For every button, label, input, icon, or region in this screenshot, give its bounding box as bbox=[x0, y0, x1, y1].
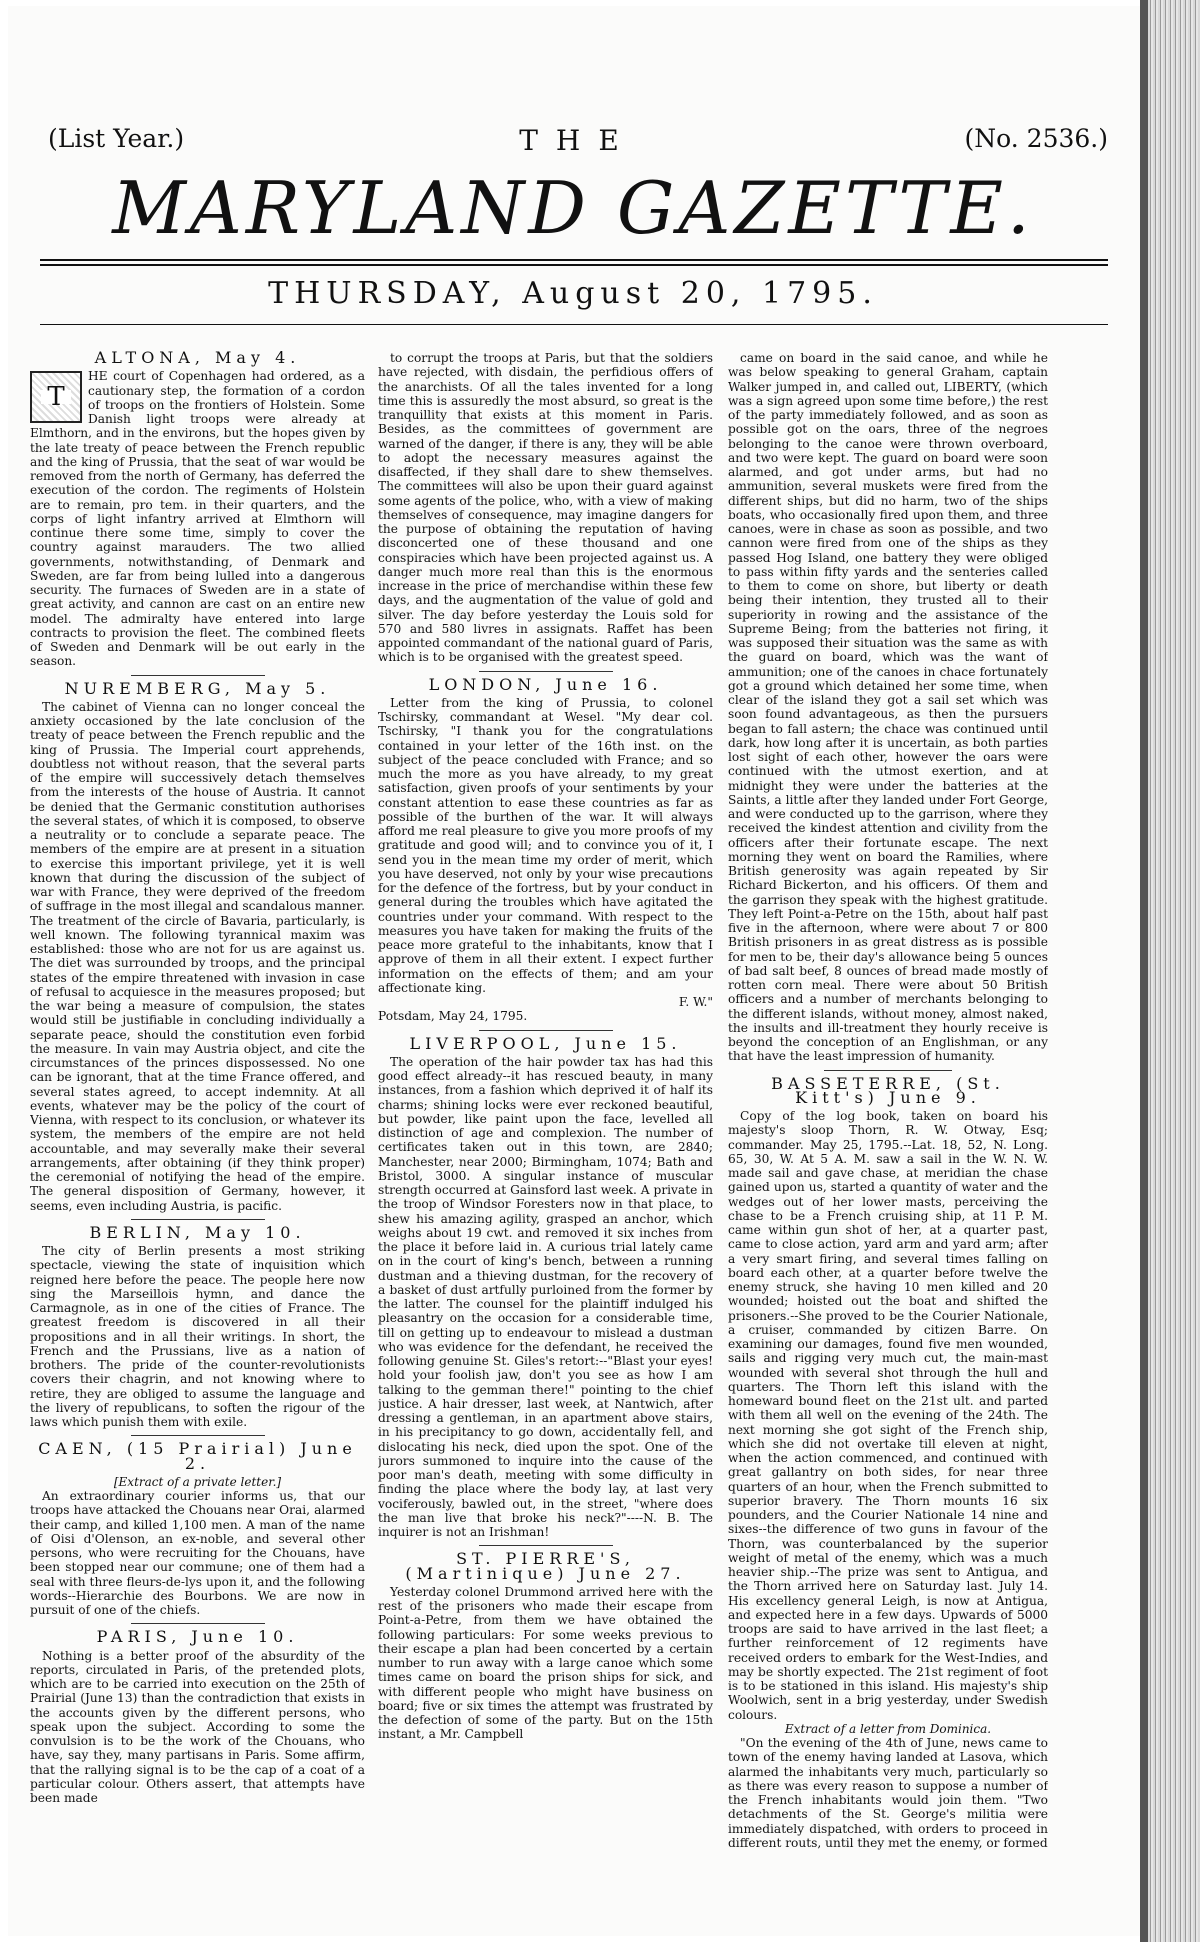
article-headline: ALTONA, May 4. bbox=[94, 351, 301, 367]
article-separator bbox=[479, 671, 613, 672]
article-text: Copy of the log book, taken on board his majesty's sloop Thorn, R. W. Otway, Esq; commander. May 25, 1795.--Lat. 18, 52, N. Long. 65, 30, W. At 5 A. M. saw a sail in the W. N. W. made sail and gave chase, at meridian the chase gained upon us, started a quantity of water and the wedges out of her lower masts, perceiving the chase to be a French cruising ship, at 11 P. M. came within gun shot of her, at a quarter past, came to close action, yard arm and yard arm; after a very smart firing, and several times falling on board each other, at a quarter before twelve the enemy struck, she having 10 men killed and 20 wounded; hoisted out the boat and shifted the prisoners.--She proved to be the Courier Nationale, a cruiser, commanded by citizen Barre. On examining our damages, found five men wounded, sails and rigging very much cut, the main-mast wounded with several shot through the hull and quarters. The Thorn left this island with the homeward bound fleet on the 21st ult. and parted with them all well on the evening of the 24th. The next morning she got sight of the French ship, which she did not overtake till eleven at night, when the action commenced, and continued with great gallantry on both sides, for near three quarters of an hour, when the French submitted to superior bravery. The Thorn mounts 16 six pounders, and the Courier Nationale 14 nine and sixes--the difference of two guns in favour of the Thorn, was counterbalanced by the superior weight of metal of the enemy, which was a much heavier ship.--The prize was sent to Antigua, and the Thorn arrived here on Saturday last. July 14. His excellency general Leigh, is now at Antigua, and expected here in a few days. Upwards of 5000 troops are said to have arrived in the last fleet; a further reinforcement of 12 regiments have received orders to embark for the West-Indies, and may be shortly expected. The 21st regiment of foot is to be stationed in this island. His majesty's ship Woolwich, sent in a brig yesterday, under Swedish colours. bbox=[728, 1109, 1048, 1722]
article-body bbox=[30, 1649, 365, 1806]
article-body bbox=[728, 351, 1048, 1064]
article bbox=[378, 1030, 713, 1540]
article-text: An extraordinary courier informs us, that our troops have attacked the Chouans near Orai, alarmed their camp, and killed 1,100 men. A man of the name of Oisi d'Olenson, an ex-noble, and several other persons, who were recruiting for the Chouans, have been stopped near our commune; one of them had a seal with three fleurs-de-lys upon it, and the following words--Hierarchie des Bourbons. We are now in pursuit of one of the chiefs. bbox=[30, 1489, 365, 1617]
article bbox=[728, 351, 1048, 1064]
article-separator bbox=[131, 675, 265, 676]
article-separator bbox=[824, 1070, 952, 1071]
article-body bbox=[378, 1585, 713, 1742]
article bbox=[30, 1435, 365, 1617]
article bbox=[30, 1219, 365, 1430]
article-body bbox=[30, 700, 365, 1213]
letter-place-date: Potsdam, May 24, 1795. bbox=[378, 1009, 528, 1024]
article-headline: BASSETERRE, (St. Kitt's) June 9. bbox=[771, 1073, 1005, 1107]
article bbox=[30, 675, 365, 1213]
article-body bbox=[378, 696, 713, 995]
column-3 bbox=[728, 351, 1048, 1926]
article-text: The city of Berlin presents a most striking spectacle, viewing the state of inquisition which reigned here before the peace. The people here now sing the Marseillois hymn, and dance the Carmagnole, as in one of the cities of France. The greatest freedom is discovered in all their propositions and in all their writings. In short, the French and the Prussians, live as a nation of brothers. The pride of the counter-revolutionists covers their chagrin, and not knowing where to retire, they are obliged to assume the language and the livery of republicans, to soften the rigour of the laws which punish them with exile. bbox=[30, 1244, 365, 1429]
newspaper-title: MARYLAND GAZETTE. bbox=[112, 166, 1034, 250]
decorative-drop-cap bbox=[30, 371, 82, 423]
article-separator bbox=[131, 1435, 265, 1436]
article-separator bbox=[131, 1219, 265, 1220]
title-rule-top bbox=[40, 259, 1108, 261]
article-body bbox=[728, 1736, 1048, 1850]
article bbox=[728, 1722, 1048, 1850]
masthead-top-line bbox=[48, 124, 1108, 164]
article-body bbox=[378, 351, 713, 665]
article-separator bbox=[131, 1623, 265, 1624]
article bbox=[378, 351, 713, 665]
article-headline: LIVERPOOL, June 15. bbox=[409, 1033, 682, 1053]
article-text: Letter from the king of Prussia, to colonel Tschirsky, commandant at Wesel. "My dear col. Tschirsky, "I thank you for the congratulations contained in your letter of the 16th inst. on the subject of the peace concluded with France; and so much the more as you have already, to my great satisfaction, given proofs of your sentiments by your constant attention to ease these countries as far as possible of the burthen of the war. It will always afford me real pleasure to give you more proofs of my gratitude and good will; and to convince you of it, I send you in the mean time my order of merit, which you have deserved, not only by your wise precautions for the defence of the fortress, but by your conduct in general during the troubles which have agitated the countries under your command. With respect to the measures you have taken for making the fruits of the peace more grateful to the inhabitants, know that I approve of them in all their extent. I expect further information on the effects of them; and am your affectionate king. bbox=[378, 695, 713, 995]
volume-label: (List Year.) bbox=[48, 124, 185, 153]
article bbox=[378, 671, 713, 1024]
article-text: Nothing is a better proof of the absurdity of the reports, circulated in Paris, of the pretended plots, which are to be carried into execution on the 25th of Prairial (June 13) than the contradiction that exists in the accounts given by the different persons, who speak upon the subject. According to some the convulsion is to be the work of the Chouans, who have, say they, many partisans in Paris. Some affirm, that the rallying signal is to be the cap of a coat of a particular colour. Others assert, that attempts have been made bbox=[30, 1648, 365, 1805]
article-body bbox=[728, 1109, 1048, 1722]
article-body bbox=[30, 1489, 365, 1617]
article-headline: CAEN, (15 Prairial) June 2. bbox=[38, 1439, 357, 1473]
title-rule-bottom bbox=[40, 264, 1108, 266]
issue-number: (No. 2536.) bbox=[964, 124, 1108, 153]
article-text: Yesterday colonel Drummond arrived here with the rest of the prisoners who made their escape from Point-a-Petre, from them we have obtained the following particulars: For some weeks previous to their escape a plan had been concerted by a certain number to run away with a large canoe which some times came on board the prison ships for sick, and with different people who might have business on board; five or six times the attempt was frustrated by the defection of some of the party. But on the 15th instant, a Mr. Campbell bbox=[378, 1584, 713, 1742]
article-headline: ST. PIERRE'S, (Martinique) June 27. bbox=[405, 1549, 686, 1583]
article-body bbox=[378, 1055, 713, 1540]
article-separator bbox=[479, 1030, 613, 1031]
article-text: to corrupt the troops at Paris, but that the soldiers have rejected, with disdain, the perfidious offers of the anarchists. Of all the tales invented for a long time this is assuredly the most absurd, so great is the tranquillity that exists at this moment in Paris. Besides, as the committees of government are warned of the danger, if there is any, they will be able to adopt the necessary measures against the disaffected, if they shall dare to shew themselves. The committees will also be upon their guard against some agents of the police, who, with a view of making themselves of consequence, may imagine dangers for the purpose of obtaining the reputation of having disconcerted one of these thousand and one conspiracies which have been projected against us. A danger much more real than this is the enormous increase in the price of merchandise within these few days, and the augmentation of the value of gold and silver. The day before yesterday the Louis sold for 570 and 580 livres in assignats. Raffet has been appointed commandant of the national guard of Paris, which is to be organised with the greatest speed. bbox=[378, 351, 713, 665]
dateline: THURSDAY, August 20, 1795. bbox=[268, 276, 878, 311]
the-label: THE bbox=[519, 124, 637, 157]
article bbox=[30, 351, 365, 669]
column-2 bbox=[378, 351, 713, 1926]
article-separator bbox=[479, 1545, 613, 1546]
newspaper-page bbox=[8, 6, 1148, 1936]
article-headline: NUREMBERG, May 5. bbox=[64, 678, 331, 698]
article-text: "On the evening of the 4th of June, news came to town of the enemy having landed at Lasova, which alarmed the inhabitants very much, particularly so as there was every reason to suppose a number of the French inhabitants would join them. "Two detachments of the St. George's militia were immediately dispatched, with orders to proceed in different routs, until they met the enemy, or formed bbox=[728, 1736, 1048, 1850]
article-headline: LONDON, June 16. bbox=[428, 674, 663, 694]
letter-signature: F. W." bbox=[678, 995, 713, 1009]
article bbox=[30, 1623, 365, 1805]
article-body bbox=[30, 1244, 365, 1429]
article-headline: BERLIN, May 10. bbox=[89, 1222, 306, 1242]
article bbox=[728, 1070, 1048, 1722]
article-text: came on board in the said canoe, and while he was below speaking to general Graham, captain Walker jumped in, and called out, LIBERTY, (which was a sign agreed upon some time before,) the rest of the party immediately followed, and as soon as possible got on the oars, three of the negroes belonging to the canoe were thrown overboard, and two were kept. The guard on board were soon alarmed, and got under arms, but had no ammunition, several muskets were fired from the different ships, but did no harm, two of the ships boats, who occasionally fired upon them, and three canoes, were in chase as soon as possible, and two cannon were fired from one of the ships as they passed Hog Island, one battery they were obliged to pass within fifty yards and the senteries called to them to come on shore, but liberty or death being their intention, they trusted all to their superiority in rowing and the assistance of the Supreme Being; from the batteries not firing, it was supposed their situation was the same as with the guard on board, which was the want of ammunition; one of the canoes in chace fortunately got a ground which detained her some time, when clear of the island they got a sail set which was soon found advantageous, as then the pursuers began to fall astern; the chace was continued until dark, how long after it is uncertain, as both parties lost sight of each other, however the oars were continued with the utmost exertion, and at midnight they were under the batteries at the Saints, a little after they landed under Fort George, and were conducted up to the garrison, where they received the kindest attention and civility from the officers after their fortunate escape. The next morning they went on board the Ramilies, where British generosity was again repeated by Sir Richard Bickerton, and his officers. Of them and the garrison they speak with the highest gratitude. They left Point-a-Petre on the 15th, about half past five in the afternoon, where were about 7 or 800 British prisoners in as great distress as is possible for men to be, their day's allowance being 5 ounces of bad salt beef, 8 ounces of bread made mostly of rotten corn meal. There were about 50 British officers and a number of merchants belonging to the different islands, without money, almost naked, the insults and ill-treatment they hourly receive is beyond the conception of an Englishman, or any that have the least impression of humanity. bbox=[728, 351, 1048, 1064]
article-headline: PARIS, June 10. bbox=[96, 1627, 299, 1647]
article-subhead: Extract of a letter from Dominica. bbox=[784, 1721, 992, 1736]
column-1 bbox=[30, 351, 365, 1926]
article-text: The operation of the hair powder tax has had this good effect already--it has rescued beauty, in many instances, from a fashion which deprived it of half its charms; shining locks were ever reckoned beautiful, but powder, like paint upon the face, levelled all distinction of age and complexion. The number of certificates taken out in this town, are 2840; Manchester, near 2000; Birmingham, 1074; Bath and Bristol, 3000. A singular instance of muscular strength occurred at Gainsford last week. A private in the troop of Windsor Foresters now in that place, to shew his amazing agility, grasped an anchor, which weighs about 19 cwt. and removed it six inches from the place it before laid in. A curious trial lately came on in the court of king's bench, between a running dustman and a thieving dustman, for the recovery of a basket of dust artfully purloined from the former by the latter. The counsel for the plaintiff indulged his pleasantry on the occasion for a considerable time, till on getting up to endeavour to mislead a dustman who was evidence for the defendant, he received the following genuine St. Giles's retort:--"Blast your eyes! hold your foolish jaw, don't you see as how I am talking to the gemman there!" pointing to the chief justice. A hair dresser, last week, at Nantwich, after dressing a gentleman, in an apartment above stairs, in his precipitancy to go down, accidentally fell, and dislocating his neck, died upon the spot. One of the jurors summoned to inquire into the cause of the poor man's death, meeting with some difficulty in finding the place where the body lay, at last very vociferously, bawled out, in the street, "where does the man live that broke his neck?"----N. B. The inquirer is not an Irishman! bbox=[378, 1054, 713, 1539]
article bbox=[378, 1545, 713, 1741]
article-subhead: [Extract of a private letter.] bbox=[113, 1474, 282, 1489]
article-text: HE court of Copenhagen had ordered, as a cautionary step, the formation of a cordon of troops on the frontiers of Holstein. Some Danish light troops were already at Elmthorn, and in the environs, but the hopes given by the late treaty of peace between the French republic and the king of Prussia, that the seat of war would be removed from the north of Germany, has deferred the execution of the cordon. The regiments of Holstein are to remain, pro tem. in their quarters, and the corps of light infantry arrived at Elmthorn will continue there some time, simply to cover the country against marauders. The two allied governments, notwithstanding, of Denmark and Sweden, are far from being lulled into a dangerous security. The furnaces of Sweden are in a state of great activity, and cannon are cast on an entire new model. The admiralty have entered into large contracts to provision the fleet. The combined fleets of Sweden and Denmark will be out early in the season. bbox=[30, 369, 365, 669]
article-text: The cabinet of Vienna can no longer conceal the anxiety occasioned by the late conclusion of the treaty of peace between the French republic and the king of Prussia. The Imperial court apprehends, doubtless not without reason, that the several parts of the empire will successively detach themselves from the interests of the house of Austria. It cannot be denied that the Germanic constitution authorises the several states, of which it is composed, to observe a neutrality or to conclude a separate peace. The members of the empire are at present in a situation to exercise this important privilege, yet it is well known that during the discussion of the subject of war with France, they were deprived of the freedom of suffrage in the most illegal and scandalous manner. The treatment of the circle of Bavaria, particularly, is well known. The following tyrannical maxim was established: those who are not for us are against us. The diet was surrounded by troops, and the principal states of the empire threatened with invasion in case of refusal to acquiesce in the measures proposed; but the war being a measure of compulsion, the states would still be justifiable in concluding individually a separate peace, should the constitution even forbid the measure. In vain may Austria object, and cite the circumstances of the princes dispossessed. No one can be ignorant, that at the time France offered, and several states agreed, to accept indemnity. At all events, whatever may be the policy of the court of Vienna, with respect to its conclusion, or whatever its system, the members of the empire are not held accountable, and may severally make their several arrangements, after obtaining (if they think proper) the ceremonial of notifying the head of the empire. The general disposition of Germany, however, it seems, even including Austria, is pacific. bbox=[30, 699, 365, 1213]
book-page-edges bbox=[1148, 0, 1200, 1942]
drop-cap-letter: T bbox=[41, 390, 70, 404]
dateline-rule bbox=[40, 324, 1108, 325]
